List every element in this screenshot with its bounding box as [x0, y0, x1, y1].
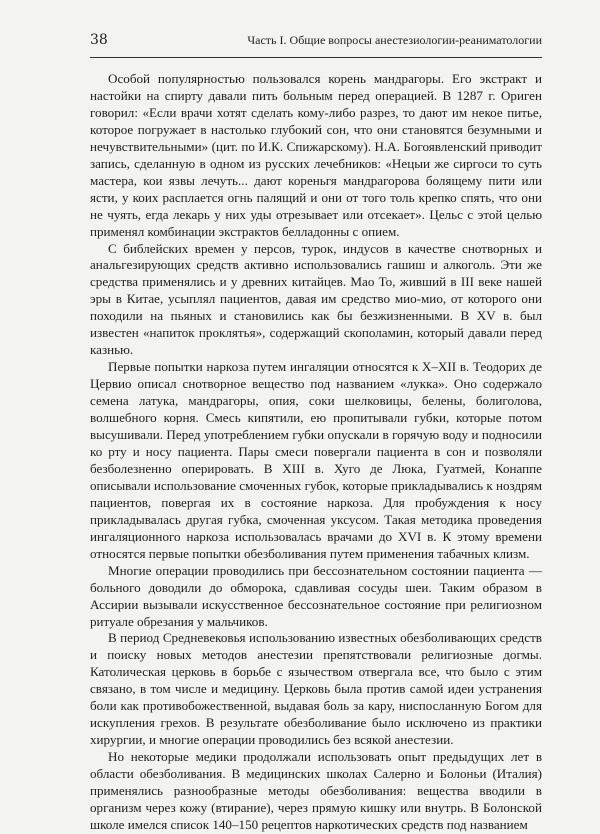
- body-text: [90, 71, 542, 834]
- paragraph: Особой популярностью пользовался корень мандрагоры. Его экстракт и настойки на спирту давали пить больным перед операцией. В 1287 г. Ориген говорил: «Если врачи хотят сделать кому-либо разрез, то дают им некое питье, которое погружает в настолько глубокий сон, что они становятся безумными и нечувствительными» (цит. по И.К. Спижарскому). Н.А. Богоявленский приводит запись, сделанную в одном из русских лечебников: «Нецыи же сиргоси то суть мастера, кои язвы лечуть... дают кореньгя мандрагорова болящему пити или ясти, у коих расплается огнь палящий и они от того толь крепко спять, что они не чуять, егда лекарь у них уды отрезывает или отсекает». Цельс с этой целью применял комбинации экстрактов белладонны с опием.: [90, 71, 542, 239]
- paragraph: Первые попытки наркоза путем ингаляции относятся к X–XII в. Теодорих де Цервио описал снотворное вещество под названием «лукка». Оно содержало семена латука, мандрагоры, опия, соки шелковицы, белены, болиголова, волшебного корня. Смесь кипятили, ею пропитывали губки, которые потом высушивали. Перед употреблением губки опускали в горячую воду и подносили ко рту и носу пациента. Пары смеси повергали пациента в сон и позволяли безболезненно оперировать. В XIII в. Хуго де Люка, Гуатмей, Конаппе описывали использование смоченных губок, которые прикладывались к ноздрям пациентов, повергая их в состояние наркоза. Для пробуждения к носу прикладывалась другая губка, смоченная уксусом. Такая методика проведения ингаляционного наркоза использовалась врачами до XVI в. К этому времени относятся первые попытки обезболивания путем применения табачных клизм.: [90, 359, 542, 561]
- running-head: Часть I. Общие вопросы анестезиологии-реаниматологии: [247, 33, 542, 47]
- paragraph: В период Средневековья использованию известных обезболивающих средств и поиску новых методов анестезии препятствовали религиозные догмы. Католическая церковь в борьбе с язычеством отвергала все, что было с этим связано, в том числе и медицину. Церковь была против самой идеи устранения боли как противобожественной, выдавая боль за кару, ниспосланную Богом для искупления грехов. В результате обезболивание было исключено из практики хирургии, и многие операции проводились без всякой анестезии.: [90, 630, 542, 748]
- paragraph: Многие операции проводились при бессознательном состоянии пациента — больного доводили до обморока, сдавливая сосуды шеи. Таким образом в Ассирии вызывали искусственное бессознательное состояние при религиозном ритуале обрезания у мальчиков.: [90, 562, 542, 629]
- paragraph: Но некоторые медики продолжали использовать опыт предыдущих лет в области обезболивания. В медицинских школах Салерно и Болоньи (Италия) применялись разнообразные методы обезболивания: вещества вводили в организм через кожу (втирание), через прямую кишку или внутрь. В Болонской школе имелся список 140–150 рецептов наркотических средств под названием: [90, 749, 542, 832]
- paragraph: С библейских времен у персов, турок, индусов в качестве снотворных и анальгезирующих средств активно использовались гашиш и алкоголь. Эти же средства применялись и у древних китайцев. Мао То, живший в III веке нашей эры в Китае, усыплял пациентов, давая им средство мио-мио, от которого они походили на пьяных и становились как бы безжизненными. В XV в. был известен «напиток проклятья», содержащий скополамин, который давали перед казнью.: [90, 240, 542, 358]
- page-number: 38: [90, 32, 108, 48]
- page-header: [90, 32, 542, 58]
